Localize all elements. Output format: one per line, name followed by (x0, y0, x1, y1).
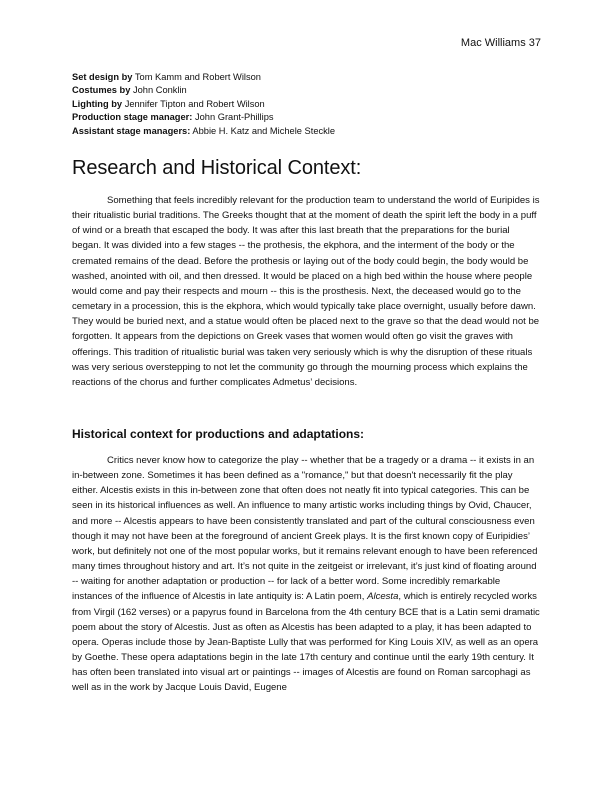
credit-label: Set design by (72, 72, 133, 82)
poem-title-italic: Alcesta (367, 591, 399, 603)
credit-value: Jennifer Tipton and Robert Wilson (124, 98, 265, 109)
credit-value: John Conklin (132, 85, 187, 96)
credit-label: Assistant stage managers: (72, 125, 191, 136)
credit-line (72, 98, 542, 111)
credit-line (72, 84, 542, 97)
credit-label: Lighting by (72, 98, 123, 109)
credit-value: Tom Kamm and Robert Wilson (134, 72, 261, 82)
burial-traditions-paragraph: Something that feels incredibly relevant for the production team to understand the world of Euripides is their ritualistic burial traditions. The Greeks thought that at the moment of death the spirit left the body in a puff of wind or a breath that escaped the body. It was after this last breath that the preparations for the burial began. It was divided into a few stages -- the prothesis, the ekphora, and the interment of the body or the cremated remains of the dead. Before the prothesis or laying out of the body could begin, the body would be washed, anointed with oil, and then dressed. It would be placed on a high bed within the house where people would come and pay their respects and mourn -- this is the prosthesis. Next, the deceased would go to the cemetary in a procession, this is the ekphora, which would typically take place overnight, usually before dawn. They would be buried next, and a statue would often be placed next to the grave so that the dead would not be forgotten. It appears from the depictions on Greek vases that women would often go visit the graves with offerings. This tradition of ritualistic burial was taken very seriously which is why the disruption of these rituals was very serious overstepping to not let the community go through the mourning process which explains the reactions of the chorus and further complicates Admetus’ decisions. (72, 195, 540, 388)
production-credits (72, 71, 542, 138)
adaptations-text-part2: , which is entirely recycled works from Virgil (162 verses) or a papyrus found in Barcelona from the 4th century BCE that is a Latin semi dramatic poem about the story of Alcestis. Just as often as Alcestis has been adapted to a play, it has been adapted to opera. Operas include those by Jean-Baptiste Lully that was performed for King Louis XIV, as well as an opera by Goethe. These opera adaptations begin in the late 17th century and continue until the early 19th century. It has often been translated into visual art or paintings -- images of Alcestis are found on Roman sarcophagi as well as in the work by Jacque Louis David, Eugene (72, 591, 540, 694)
credit-label: Costumes by (72, 85, 131, 96)
page-number-header: Mac Williams 37 (460, 37, 541, 49)
credit-value: John Grant-Phillips (194, 112, 274, 123)
credit-value: Abbie H. Katz and Michele Steckle (192, 125, 336, 136)
credit-line (72, 125, 542, 138)
adaptations-paragraph (72, 453, 540, 696)
credit-line (72, 71, 542, 84)
adaptations-text-part1: Critics never know how to categorize the play -- whether that be a tragedy or a drama -- it exists in an in-between zone. Sometimes it has been defined as a "romance," but that doesn't necessarily fit the play either. Alcestis exists in this in-between zone that often does not neatly fit into typical categories. This can be seen in its historical influences as well. An influence to many artistic works including things by Ovid, Chaucer, and more -- Alcestis appears to have been consistently translated and part of the cultural consciousness even though it may not have been at the foreground of ancient Greek plays. It is the first known copy of Euripidies’ work, but definitely not one of the most popular works, but it remains relevant enough to have been referenced many times throughout history and art. It’s not quite in the zeitgeist or irrelevant, it’s just kind of floating around -- waiting for another adaptation or production -- for lack of a better word. Some incredibly remarkable instances of the influence of Alcestis in late antiquity is: A Latin poem, (72, 455, 538, 603)
section-title: Research and Historical Context: (72, 157, 362, 179)
credit-label: Production stage manager: (72, 112, 193, 123)
subsection-title: Historical context for productions and adaptations: (72, 427, 365, 441)
credit-line (72, 111, 542, 124)
